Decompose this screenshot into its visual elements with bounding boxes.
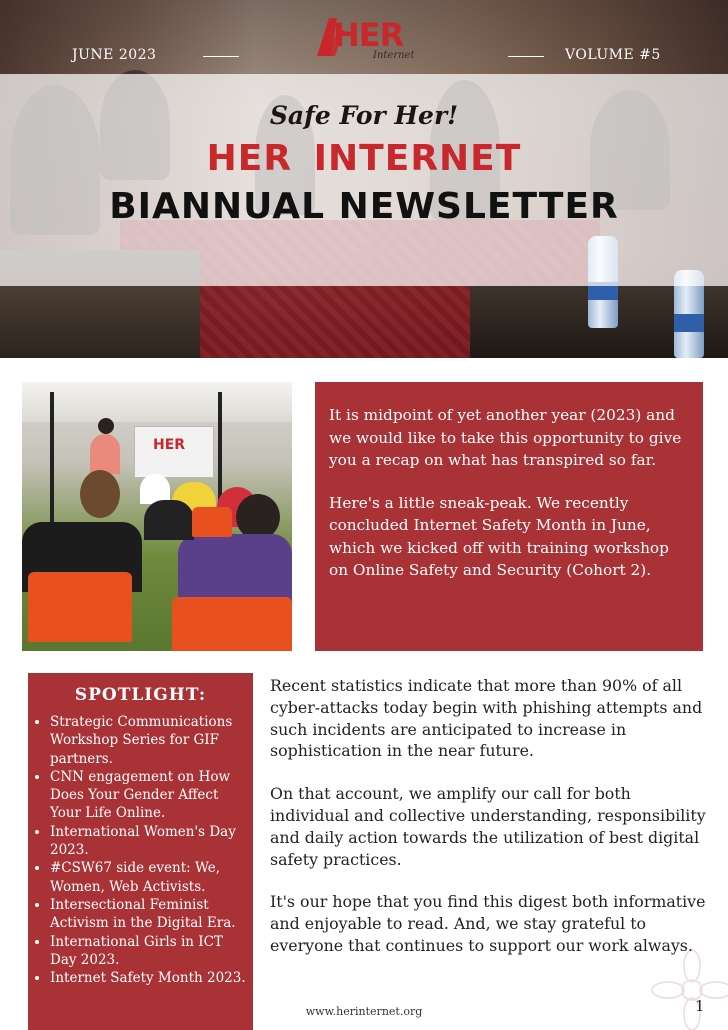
intro-paragraph: It is midpoint of yet another year (2023) and we would like to take this opportunity to give you a recap on what has transpired so far.: [329, 406, 682, 469]
audience-member: [80, 470, 120, 518]
divider: [203, 56, 239, 57]
article-paragraph: On that account, we amplify our call for both individual and collective understanding, responsibility and daily action towards the utilization of best digital safety practices.: [270, 784, 706, 869]
spotlight-item: • International Women's Day 2023.: [50, 823, 249, 860]
spotlight-title: SPOTLIGHT:: [74, 685, 207, 705]
her-internet-logo: [315, 12, 431, 64]
page-number: 1: [695, 997, 705, 1015]
spotlight-item: • International Girls in ICT Day 2023.: [50, 933, 249, 970]
newsletter-title-brand: HER INTERNET: [206, 138, 522, 179]
article-paragraph: It's our hope that you find this digest both informative and enjoyable to read. And, we stay grateful to everyone that continues to support our work always.: [270, 892, 706, 955]
spotlight-box: [28, 673, 253, 1030]
tent-canopy: [22, 382, 292, 422]
hero-banner: [0, 0, 728, 358]
issue-date: JUNE 2023: [72, 47, 157, 63]
tagline: Safe For Her!: [269, 101, 459, 130]
spotlight-list: [28, 713, 253, 987]
chair: [172, 597, 292, 651]
presenter: [90, 434, 120, 474]
presenter: [98, 418, 114, 434]
board-logo-text: HER: [153, 437, 186, 453]
article-paragraph: Recent statistics indicate that more than 90% of all cyber-attacks today begin with phishing attempts and such incidents are anticipated to increase in sophistication in the near future.: [270, 676, 703, 761]
intro-paragraph: Here's a little sneak-peak. We recently concluded Internet Safety Month in June, which we kicked off with training workshop on Online Safety and Security (Cohort 2).: [329, 493, 669, 579]
spotlight-item: • #CSW67 side event: We, Women, Web Activists.: [50, 859, 249, 896]
audience-member: [144, 500, 194, 540]
volume-number: VOLUME #5: [565, 47, 661, 63]
intro-box: [315, 382, 703, 651]
audience-member: [178, 534, 292, 604]
spotlight-item: • Intersectional Feminist Activism in the Digital Era.: [50, 896, 249, 933]
workshop-photo: [22, 382, 292, 651]
divider: [508, 56, 544, 57]
spotlight-item: • Internet Safety Month 2023.: [50, 969, 249, 987]
chair: [28, 572, 132, 642]
chair: [192, 507, 232, 537]
logo-text: HER: [333, 16, 404, 54]
newsletter-title: BIANNUAL NEWSLETTER: [109, 186, 619, 227]
spotlight-item: • Strategic Communications Workshop Series for GIF partners.: [50, 713, 249, 768]
logo-subtext: Internet: [373, 50, 415, 61]
spotlight-item: • CNN engagement on How Does Your Gender Affect Your Life Online.: [50, 768, 249, 823]
website-link[interactable]: www.herinternet.org: [305, 1005, 423, 1018]
